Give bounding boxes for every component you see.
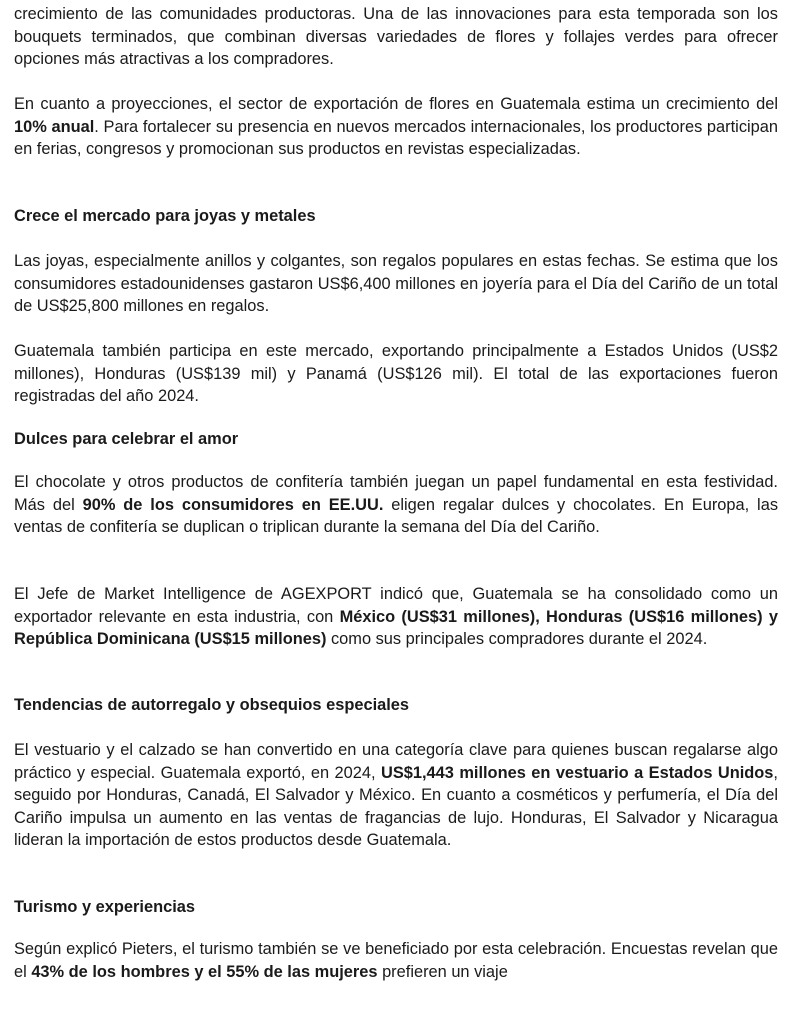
paragraph-dulces-2-emphasis: México (US$31 millones), Honduras (US$16 millones) y República Dominicana (US$15 millones) bbox=[14, 607, 778, 648]
heading-turismo: Turismo y experiencias bbox=[14, 898, 195, 916]
paragraph-joyas-2-text: Guatemala también participa en este mercado, exportando principalmente a Estados Unidos (US$2 millones), Honduras (US$139 mil) y Panamá (US$126 mil). El total de las exportaciones fueron registradas del año 2024. bbox=[14, 342, 778, 405]
paragraph-proyecciones bbox=[14, 93, 778, 161]
paragraph-turismo-text-c: prefieren un viaje bbox=[377, 962, 508, 981]
paragraph-dulces-2-text-c: como sus principales compradores durante el 2024. bbox=[326, 630, 708, 648]
paragraph-autorregalo-text-a: El vestuario y el calzado se han convertido en una categoría clave para quienes buscan regalarse algo práctico y especial. Guatemala exportó, en 2024, bbox=[14, 741, 778, 782]
paragraph-proyecciones-text-c: . Para fortalecer su presencia en nuevos mercados internacionales, los productores participan en ferias, congresos y promocionan sus productos en revistas especializadas. bbox=[14, 117, 779, 158]
paragraph-turismo bbox=[14, 938, 778, 983]
paragraph-dulces-1 bbox=[14, 471, 778, 539]
paragraph-proyecciones-emphasis: 10% anual bbox=[14, 117, 95, 136]
paragraph-joyas-1 bbox=[14, 250, 778, 318]
paragraph-autorregalo-text-c: , seguido por Honduras, Canadá, El Salvador y México. En cuanto a cosméticos y perfumería, el Día del Cariño impulsa un aumento en las ventas de fragancias de lujo. Honduras, El Salvador y Nicaragua lideran la importación de estos productos desde Guatemala. bbox=[14, 763, 778, 849]
paragraph-intro-text: crecimiento de las comunidades productoras. Una de las innovaciones para esta temporada son los bouquets terminados, que combinan diversas variedades de flores y follajes verdes para ofrecer opciones más atractivas a los compradores. bbox=[14, 5, 778, 68]
paragraph-joyas-1-text: Las joyas, especialmente anillos y colgantes, son regalos populares en estas fechas. Se estima que los consumidores estadounidenses gastaron US$6,400 millones en joyería para el Día del Cariño de un total de US$25,800 millones en regalos. bbox=[14, 252, 778, 315]
paragraph-dulces-1-text-a: El chocolate y otros productos de confitería también juegan un papel fundamental en esta festividad. Más del bbox=[14, 473, 778, 514]
paragraph-dulces-2 bbox=[14, 583, 778, 651]
paragraph-autorregalo bbox=[14, 739, 778, 852]
heading-joyas: Crece el mercado para joyas y metales bbox=[14, 207, 316, 225]
heading-dulces: Dulces para celebrar el amor bbox=[14, 430, 239, 448]
paragraph-proyecciones-text-a: En cuanto a proyecciones, el sector de exportación de flores en Guatemala estima un crecimiento del bbox=[14, 95, 778, 113]
paragraph-intro bbox=[14, 3, 778, 71]
paragraph-dulces-1-emphasis: 90% de los consumidores en EE.UU. bbox=[82, 495, 384, 514]
paragraph-turismo-emphasis: 43% de los hombres y el 55% de las mujeres bbox=[31, 962, 378, 981]
heading-autorregalo: Tendencias de autorregalo y obsequios especiales bbox=[14, 696, 410, 714]
paragraph-dulces-2-text-a: El Jefe de Market Intelligence de AGEXPORT indicó que, Guatemala se ha consolidado como un exportador relevante en esta industria, con bbox=[14, 585, 778, 626]
paragraph-autorregalo-emphasis: US$1,443 millones en vestuario a Estados Unidos bbox=[380, 763, 774, 782]
paragraph-joyas-2 bbox=[14, 340, 778, 408]
paragraph-dulces-1-text-c: eligen regalar dulces y chocolates. En Europa, las ventas de confitería se duplican o triplican durante la semana del Día del Cariño. bbox=[14, 495, 779, 536]
paragraph-turismo-text-a: Según explicó Pieters, el turismo también se ve beneficiado por esta celebración. Encuestas revelan que el bbox=[14, 940, 778, 981]
